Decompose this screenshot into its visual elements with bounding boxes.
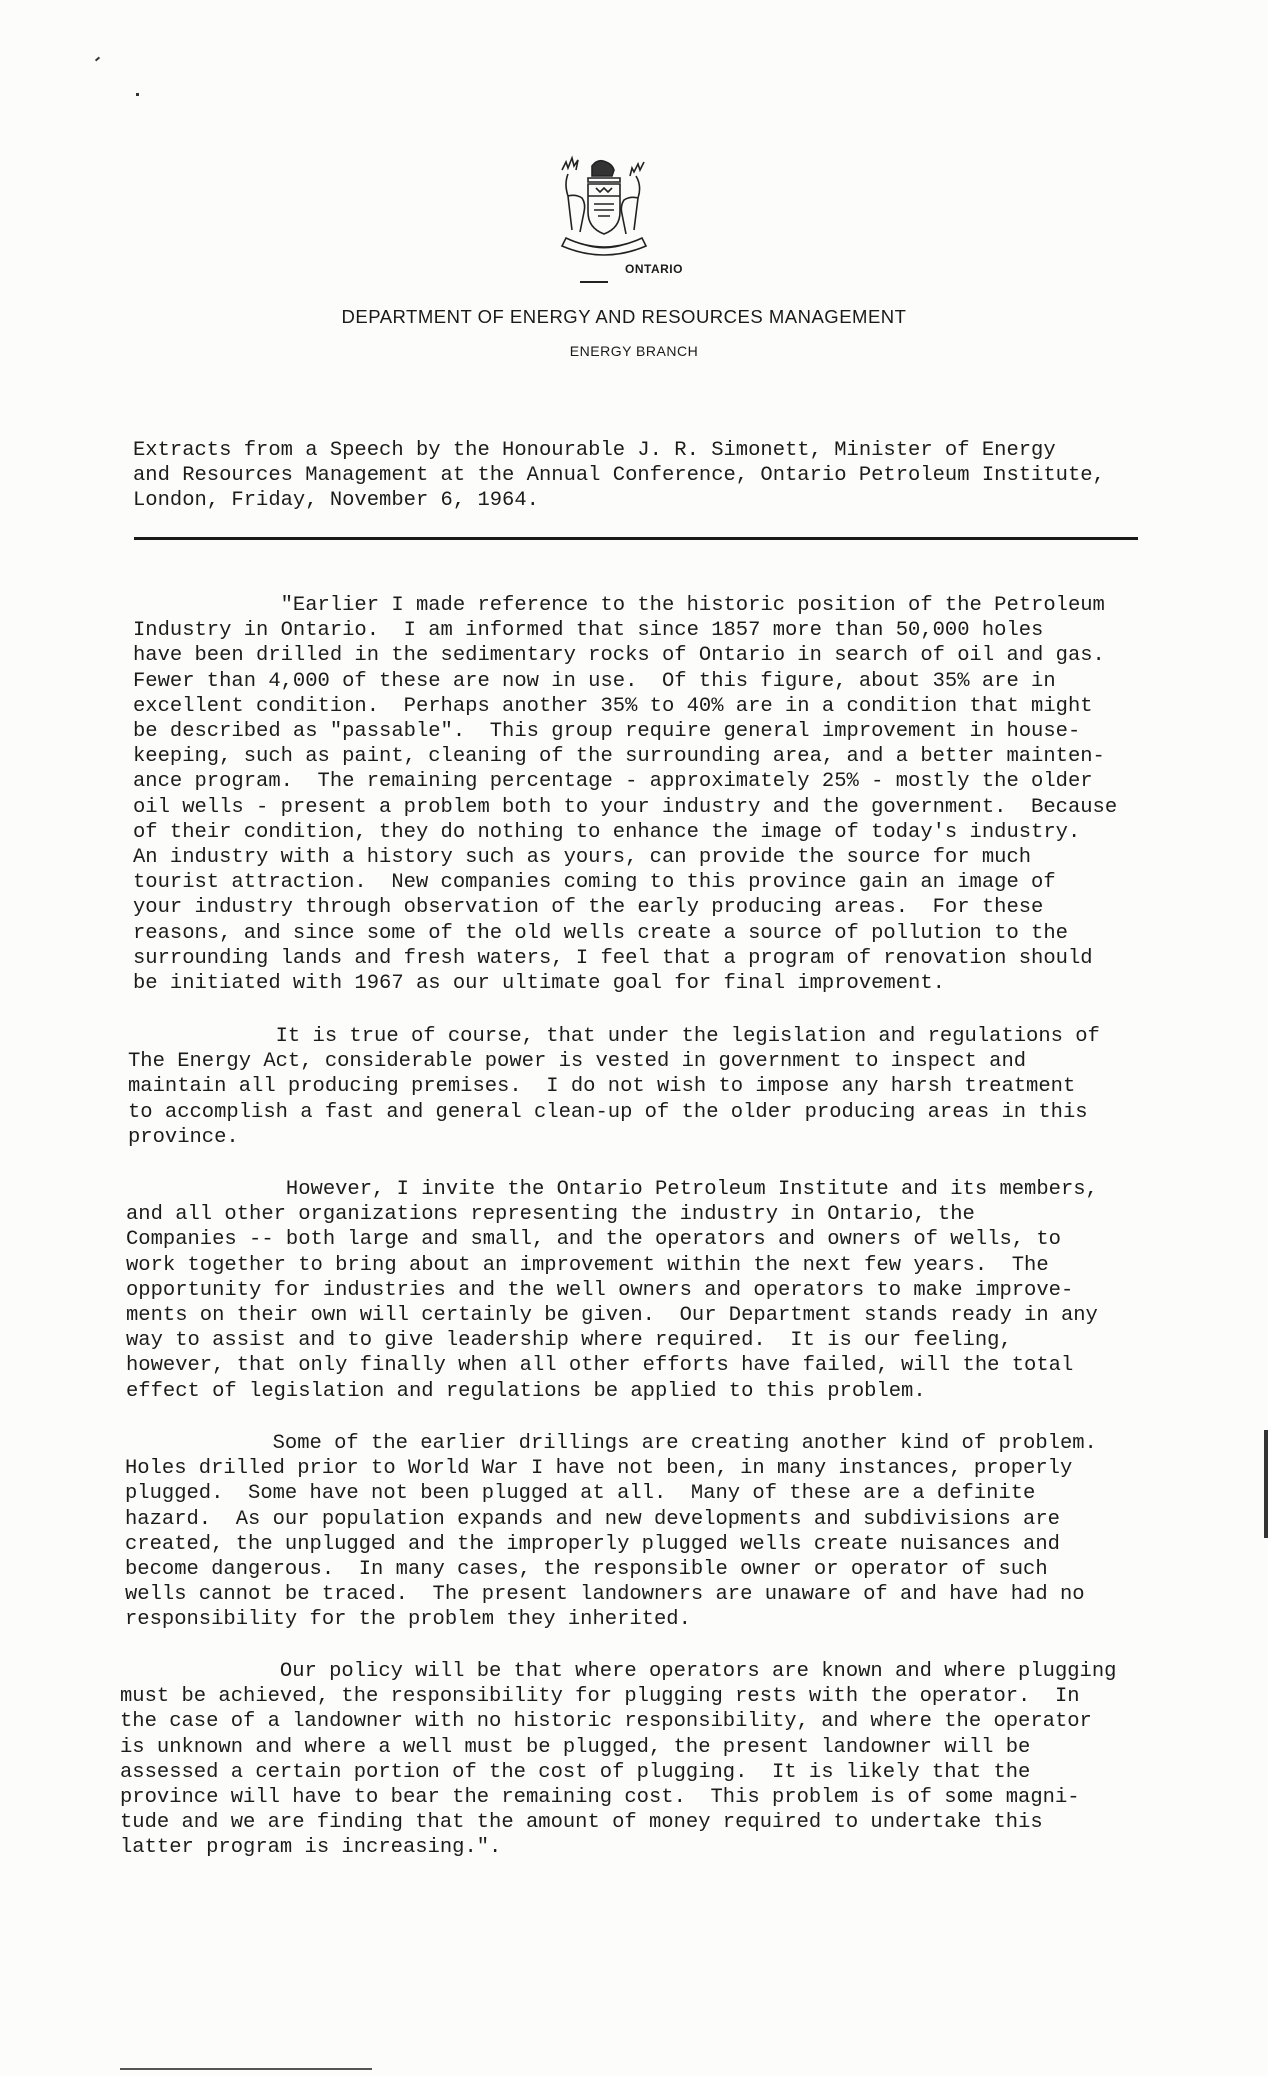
text-line: hazard. As our population expands and new developments and subdivisions are	[125, 1507, 1060, 1531]
text-line: plugged. Some have not been plugged at all. Many of these are a definite	[125, 1482, 1036, 1506]
text-line: Holes drilled prior to World War I have not been, in many instances, properly	[125, 1457, 1073, 1481]
text-line: tude and we are finding that the amount of money required to undertake this	[120, 1811, 1043, 1835]
text-line: Extracts from a Speech by the Honourable J. R. Simonett, Minister of Energy	[133, 439, 1056, 462]
text-line: of their condition, they do nothing to enhance the image of today's industry.	[133, 820, 1081, 844]
text-line: excellent condition. Perhaps another 35% to 40% are in a condition that might	[133, 694, 1093, 718]
text-line: have been drilled in the sedimentary rocks of Ontario in search of oil and gas.	[133, 644, 1105, 668]
text-line: However, I invite the Ontario Petroleum Institute and its members,	[126, 1178, 1098, 1201]
text-line: reasons, and since some of the old wells create a source of pollution to the	[133, 921, 1068, 945]
body-paragraph-3	[126, 1177, 1098, 1404]
text-line: be initiated with 1967 as our ultimate goal for final improvement.	[133, 972, 945, 996]
footer-rule	[120, 2068, 372, 2070]
province-name: ONTARIO	[625, 262, 683, 276]
text-line: London, Friday, November 6, 1964.	[133, 489, 539, 513]
body-paragraph-5	[120, 1659, 1116, 1861]
text-line: and all other organizations representing the industry in Ontario, the	[126, 1203, 975, 1227]
text-line: surrounding lands and fresh waters, I feel that a program of renovation should	[133, 946, 1093, 970]
stray-mark	[136, 93, 139, 96]
text-line: your industry through observation of the early producing areas. For these	[133, 896, 1044, 920]
text-line: oil wells - present a problem both to your industry and the government. Because	[133, 795, 1118, 819]
text-line: The Energy Act, considerable power is vested in government to inspect and	[128, 1050, 1027, 1074]
text-line: maintain all producing premises. I do not wish to impose any harsh treatment	[128, 1075, 1076, 1099]
text-line: is unknown and where a well must be plugged, the present landowner will be	[120, 1735, 1031, 1759]
text-line: opportunity for industries and the well owners and operators to make improve-	[126, 1278, 1074, 1302]
text-line: Industry in Ontario. I am informed that since 1857 more than 50,000 holes	[133, 619, 1044, 643]
text-line: latter program is increasing.".	[120, 1836, 502, 1860]
text-line: responsibility for the problem they inherited.	[125, 1608, 691, 1632]
stray-mark	[95, 57, 100, 62]
text-line: effect of legislation and regulations be applied to this problem.	[126, 1379, 926, 1403]
text-line: Companies -- both large and small, and the operators and owners of wells, to	[126, 1228, 1061, 1252]
intro-paragraph	[133, 438, 1105, 514]
text-line: to accomplish a fast and general clean-up of the older producing areas in this	[128, 1100, 1088, 1124]
text-line: work together to bring about an improvement within the next few years. The	[126, 1253, 1049, 1277]
text-line: however, that only finally when all other efforts have failed, will the total	[126, 1354, 1074, 1378]
text-line: An industry with a history such as yours, can provide the source for much	[133, 846, 1032, 870]
text-line: tourist attraction. New companies coming to this province gain an image of	[133, 871, 1056, 895]
section-divider	[134, 537, 1138, 540]
text-line: Our policy will be that where operators are known and where plugging	[120, 1660, 1117, 1683]
text-line: ments on their own will certainly be given. Our Department stands ready in any	[126, 1304, 1098, 1328]
body-paragraph-1	[133, 593, 1117, 996]
text-line: It is true of course, that under the legislation and regulations of	[128, 1025, 1100, 1048]
text-line: Fewer than 4,000 of these are now in use. Of this figure, about 35% are in	[133, 669, 1056, 693]
text-line: Some of the earlier drillings are creating another kind of problem.	[125, 1432, 1097, 1455]
text-line: keeping, such as paint, cleaning of the surrounding area, and a better mainten-	[133, 745, 1105, 769]
text-line: and Resources Management at the Annual Conference, Ontario Petroleum Institute,	[133, 464, 1105, 488]
text-line: created, the unplugged and the improperly plugged wells create nuisances and	[125, 1532, 1060, 1556]
text-line: province.	[128, 1125, 239, 1149]
text-line: "Earlier I made reference to the historic position of the Petroleum	[133, 594, 1105, 617]
text-line: ance program. The remaining percentage - approximately 25% - mostly the older	[133, 770, 1093, 794]
text-line: be described as "passable". This group require general improvement in house-	[133, 720, 1081, 744]
text-line: way to assist and to give leadership where required. It is our feeling,	[126, 1329, 1012, 1353]
department-title: DEPARTMENT OF ENERGY AND RESOURCES MANAGEMENT	[341, 306, 907, 327]
text-line: become dangerous. In many cases, the responsible owner or operator of such	[125, 1558, 1048, 1582]
branch-title: ENERGY BRANCH	[569, 343, 699, 359]
body-paragraph-4	[125, 1431, 1097, 1633]
text-line: the case of a landowner with no historic responsibility, and where the operator	[120, 1710, 1092, 1734]
margin-mark	[1264, 1430, 1268, 1538]
body-paragraph-2	[128, 1024, 1100, 1150]
ontario-coat-of-arms-icon	[552, 152, 656, 260]
text-line: wells cannot be traced. The present landowners are unaware of and have had no	[125, 1583, 1085, 1607]
province-underline	[580, 281, 608, 283]
text-line: province will have to bear the remaining cost. This problem is of some magni-	[120, 1786, 1080, 1810]
text-line: must be achieved, the responsibility for plugging rests with the operator. In	[120, 1685, 1080, 1709]
text-line: assessed a certain portion of the cost of plugging. It is likely that the	[120, 1760, 1031, 1784]
